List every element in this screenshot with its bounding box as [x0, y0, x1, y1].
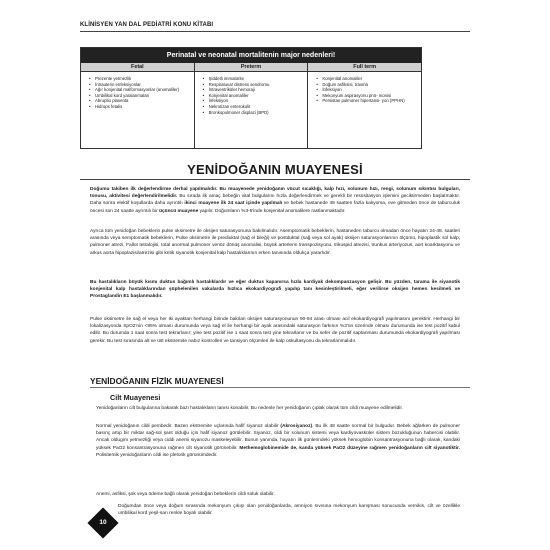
header-rule: [80, 31, 470, 32]
mortality-causes-table: [80, 47, 422, 149]
section-title: YENİDOĞANIN MUAYENESİ: [187, 162, 363, 177]
list-item: • Prezente yetmezlik: [89, 76, 190, 82]
running-header: KLİNİSYEN YAN DAL PEDİATRİ KONU KİTABI: [80, 22, 214, 28]
paragraph-pulse-oximetry: Ayrıca tüm yenidoğan bebeklerin pulse oksimetre ile oksijen saturasyonuna bakılmalıdır. Asemptomatik bebeklerin, hastaneden taburcu olmadan önce hayatın 24-48. saatleri arasında veya semptomatik bebeklerin, Pulse oksimetre ile prediuktal (sağ el bileği) ve postduktal (sağ veya sol ayak) oksijen saturasyonlarının ölçümü, hipoplastik sol kalp, pulmoner atrezi, Fallot tetralojisi, total anormal pulmoner venöz dönüş anomalisi, büyük arterlerin transpozisyonu, trikuspid atrezisi, trunkus arteriyozus, aort koarktasyonu ve arkus aorta hipoplazisi/atrezisi gibi kritik siyanotik konjenital kalp hastalıklarının erken tanısında oldukça yararlıdır.: [90, 229, 460, 256]
table-title: Perinatal ve neonatal mortalitenin major nedenleri!: [81, 48, 421, 63]
list-item: • Umbilikal kord yaralanmaları: [89, 93, 190, 99]
paragraph-initial-exam: Doğumu takiben ilk değerlendirme derhal yapılmalıdır. Bu muayenede yenidoğanın vücut sıcaklığı, kalp hızı, solunum hızı, rengi, solunum sıkıntısı bulguları, tonusu, aktivitesi değerlendirilmelidir. Bu sırada ilk amaç bebeğin vital bulgularını hızla değerlendirmek ve gerekli bir resüsitasyon işlemini geciktirmeden başlatmaktır. Daha sonra elektif koşullarda daha ayrıntılı ikinci muayene ilk 24 saat içinde yapılmalı ve bebek hastanede 48 saatten fazla kalıyorsa, eve gitmeden önce de taburculuk öncesi son 24 saatte ayrıntılı bir üçüncü muayene yapılır. Doğumların %3-5'inde konjenital anomalilere rastlanmaktadır.: [90, 187, 461, 214]
column-heading: Full term: [308, 63, 421, 72]
list-item: • Nekrotizan enterokolit: [203, 104, 304, 110]
list-item: • Bronkopulmoner displazi (BPD): [203, 110, 304, 116]
list-item: • Persistan pulmoner hipertansi- yon (PPHN): [316, 98, 417, 104]
list-item: • İntrauterin enfeksiyonlar: [89, 82, 190, 88]
paragraph-meconium: Doğumdan önce veya doğum sırasında mekonyum çıkışı olan yenidoğanlarda, amniyon sıvısına mekonyum karışması sonucunda vernikis, cilt ve özellikle umbilikal kord yeşil-sarı renkle boyalı olabilir.: [118, 504, 460, 517]
list-item: • Konjenital anomaliler: [316, 76, 417, 82]
list-item: • Ağır konjenital malformasyonlar (anomaliler): [89, 87, 190, 93]
column-preterm: [195, 63, 309, 148]
paragraph-skin-color: Normal yenidoğanın cildi pembedir. Bazen ekstremite uçlarında hafif siyanoz olabilir (Akrosiyanoz). Bu ilk 48 saatte normal bir bulgudur. Bebek ağlarken de pulmoner basınç artıp bir miktar sağ-sol şant olduğu için hafif siyanoz görülebilir. Siyanoz, cildi bir solunum sistemi veya kardiyovasküler sistem bozukluğunun habercisi olabilir. Ancak oldugım yetmezliği veya ciddi anemi siyanozu maskeleyebilir. Bunun yanında, hayatın ilk günlerindeki yüksek hemoglobin konsantrasyonuna bağlı olarak, kandaki yüksek PaO2 konsantrasyonuna rağmen cilt siyanotik görünebilir. Methemoglobinemide de, kanda yüksek PaO2 düzeyine rağmen yenidoğanların cilt siyanotiktir. Polisitemik yenidoğanların cildi ise pletorik görünümdedir.: [96, 424, 460, 458]
page-number: 10: [99, 519, 107, 526]
list-item: • İnfeksiyon: [316, 87, 417, 93]
subsection-skin-title: Cilt Muayenesi: [110, 393, 161, 402]
list-item: • Mekonyum aspirasyonu pnö- monisi: [316, 93, 417, 99]
list-item: • Hidrops fetalis: [89, 104, 190, 110]
paragraph-test-criteria: Pulse oksimetre ile sağ el veya her iki ayaktan herhangi birinde bakılan oksijen saturasyonunun 90-94 arası olması acil ekokardiyografi yapılmasını gerektirir. Herhangi bir lokalizasyonda SpO2'nin <95% olması durumunda veya sağ el ile herhangi bir ayak arasındaki saturasyon farkının %3'ün üzerinde olması durumunda ise test pozitif kabul edilir. Bu durumda 1 saat sonra test tekrarlanır; yine test pozitif ise 1 saat sonra test yine tekrarlanır ve bu sefer de pozitif saptanması durumunda ekokardiyografi yapılması gerekir. Bu test sırasında alt ve üst ekstremite nabız kontrolleri ve tansiyon ölçümleri ile kalp oskultasyonu da tekrarlanmalıdır.: [90, 317, 460, 344]
column-heading: Preterm: [195, 63, 308, 72]
paragraph-skin-intro: Yenidoğanların cilt bulgularına bakarak bazı hastalıkların tanısı konabilir. Bu nedenle her yenidoğanın çıplak olarak tüm cildi muayene edilmelidir.: [96, 406, 404, 411]
list-item: • Konjenital anomaliler: [203, 93, 304, 99]
list-item: • Abruptio plasenta: [89, 98, 190, 104]
list-item: • Respiratuvar distress sendromu: [203, 82, 304, 88]
subsection-rule: [90, 387, 470, 388]
column-full-term: [308, 63, 421, 148]
list-item: • İnfeksiyon: [203, 98, 304, 104]
section-rule: [80, 179, 470, 180]
paragraph-pallor: Anemi, asfiksi, şok veya ödeme bağlı olarak yenidoğan bebeklerin cildi soluk olabilir.: [96, 492, 275, 497]
list-item: • Şiddetli immatürite: [203, 76, 304, 82]
list-item: • İntraventriküler hemoraji: [203, 87, 304, 93]
list-item: • Doğum asfiksisi, travma: [316, 82, 417, 88]
paragraph-duct-dependent: Bu hastalıkların büyük kısmı duktus bağımlı hastalıklardır ve eğer duktus kapanırsa hızla kardiyak dekompanzasyon gelişir. Bu yüzden, tarama ile siyanotik konjenital kalp hastalıklarından şüphelenilen vakalarda hızlıca ekokardiyografi yapılıp tanı kesinleştirilmeli, eğer verilirse oksijen hemen kesilmeli ve Prostaglandin E1 başlanmalıdır.: [90, 280, 460, 300]
column-fetal: [81, 63, 195, 148]
column-heading: Fetal: [81, 63, 194, 72]
subsection-title: YENİDOĞANIN FİZİK MUAYENESİ: [90, 376, 224, 386]
